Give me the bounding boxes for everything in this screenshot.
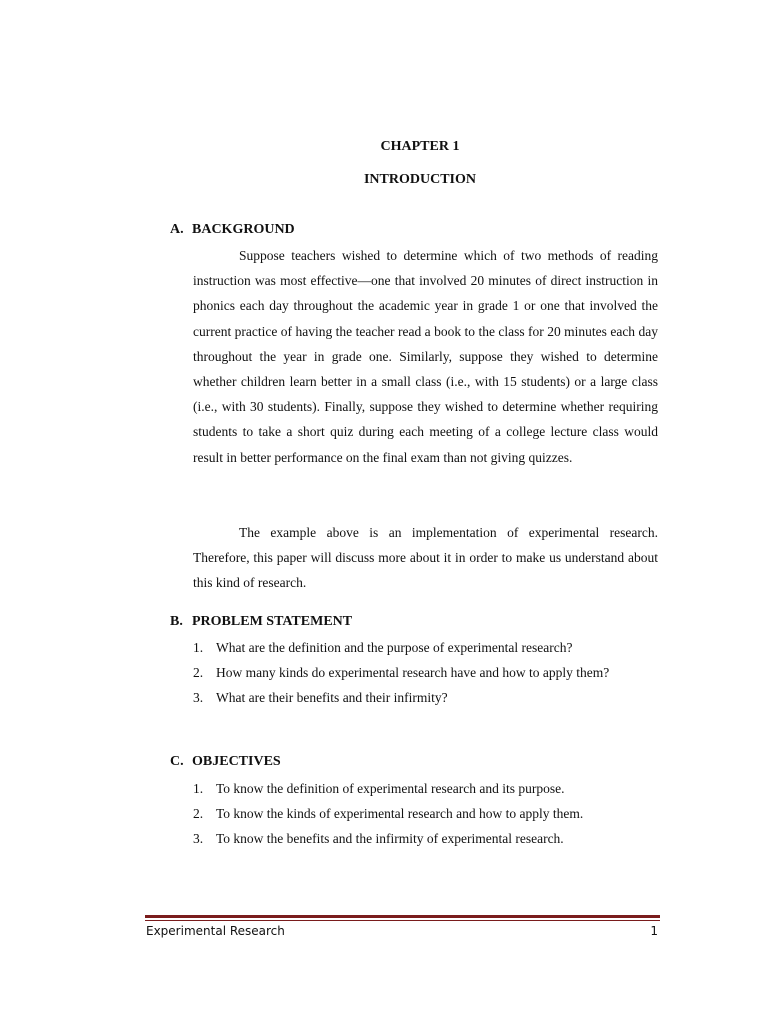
chapter-label: CHAPTER 1 xyxy=(380,139,460,154)
list-text: What are the definition and the purpose of experimental research? xyxy=(216,640,573,655)
list-item xyxy=(193,685,658,710)
background-paragraph-1: Suppose teachers wished to determine which of two methods of reading instruction was most effective—one that involved 20 minutes of direct instruction in phonics each day throughout the academic year in grade 1 or one that involved the current practice of having the teacher read a book to the class for 20 minutes each day throughout the year in grade one. Similarly, suppose they wished to determine whether children learn better in a small class (i.e., with 15 students) or a large class (i.e., with 30 students). Finally, suppose they wished to determine whether requiring students to take a short quiz during each meeting of a college lecture class would result in better performance on the final exam than not giving quizzes. xyxy=(193,248,658,465)
list-number: 2. xyxy=(193,806,204,822)
list-number: 1. xyxy=(193,640,204,655)
objectives-list xyxy=(193,776,658,852)
section-title: BACKGROUND xyxy=(192,222,295,237)
list-text: To know the benefits and the infirmity of experimental research. xyxy=(216,831,564,847)
background-paragraph-2: The example above is an implementation of experimental research. Therefore, this paper will discuss more about it in order to make us understand about this kind of research. xyxy=(193,525,658,591)
footer-title: Experimental Research xyxy=(146,924,285,938)
list-number: 1. xyxy=(193,781,204,796)
section-letter: B. xyxy=(170,614,183,629)
section-title: OBJECTIVES xyxy=(192,754,281,769)
list-text: What are their benefits and their infirmity? xyxy=(216,690,448,706)
section-heading-problem xyxy=(170,614,352,630)
footer-rule xyxy=(145,915,660,918)
section-letter: A. xyxy=(170,222,184,237)
list-text: How many kinds do experimental research have and how to apply them? xyxy=(216,665,610,681)
list-number: 3. xyxy=(193,690,204,706)
page-title: INTRODUCTION xyxy=(363,172,476,187)
section-heading-objectives xyxy=(170,754,281,770)
list-number: 3. xyxy=(193,831,204,847)
list-item xyxy=(193,776,658,801)
section-letter: C. xyxy=(170,754,184,769)
footer-rule-thin xyxy=(145,920,660,921)
list-number: 2. xyxy=(193,665,204,681)
list-item xyxy=(193,660,658,685)
page-number: 1 xyxy=(650,924,658,938)
section-heading-background xyxy=(170,222,295,238)
list-item xyxy=(193,801,658,826)
list-item xyxy=(193,635,658,660)
list-item xyxy=(193,826,658,851)
problem-list xyxy=(193,635,658,711)
list-text: To know the kinds of experimental research and how to apply them. xyxy=(216,806,584,822)
section-title: PROBLEM STATEMENT xyxy=(192,614,353,629)
list-text: To know the definition of experimental research and its purpose. xyxy=(216,781,565,796)
